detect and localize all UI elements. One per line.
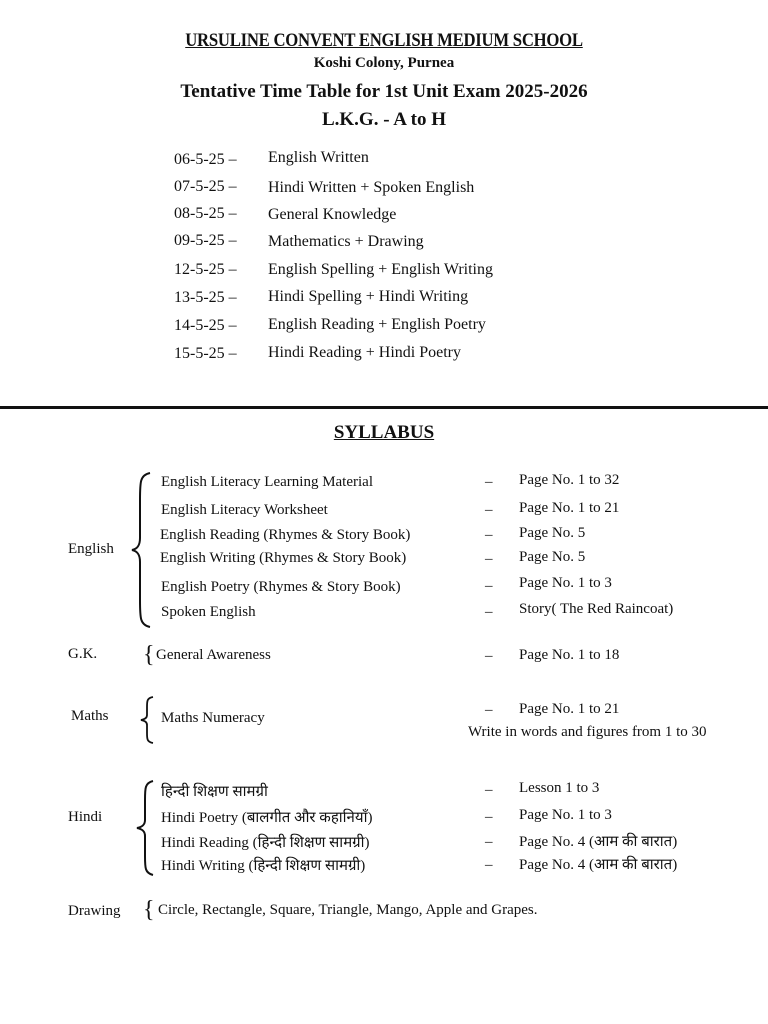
schedule-subject: Hindi Reading + Hindi Poetry — [268, 344, 462, 361]
syllabus-item: Hindi Reading (हिन्दी शिक्षण सामग्री) — [161, 835, 370, 851]
schedule-subject: Hindi Spelling + Hindi Writing — [268, 288, 469, 305]
syllabus-value: Lesson 1 to 3 — [519, 780, 600, 796]
exam-title: Tentative Time Table for 1st Unit Exam 2025-2026 — [180, 81, 588, 102]
syllabus-item: Spoken English — [161, 604, 256, 620]
subject-label: Hindi — [68, 809, 103, 825]
class-label: L.K.G. - A to H — [321, 109, 447, 130]
schedule-subject: English Spelling + English Writing — [268, 261, 493, 278]
subject-label: Maths — [71, 708, 109, 724]
school-name: URSULINE CONVENT ENGLISH MEDIUM SCHOOL — [185, 30, 583, 51]
syllabus-heading: SYLLABUS — [333, 422, 435, 443]
syllabus-value: Page No. 1 to 21 — [519, 500, 620, 516]
schedule-subject: English Reading + English Poetry — [268, 316, 486, 333]
syllabus-item: English Literacy Learning Material — [161, 474, 373, 490]
divider — [0, 406, 768, 409]
dash: – — [485, 857, 493, 873]
schedule-date: 07-5-25 – — [174, 178, 237, 195]
dash: – — [485, 702, 493, 718]
dash: – — [485, 782, 493, 798]
dash: – — [485, 604, 493, 620]
syllabus-value: Page No. 4 (आम की बारात) — [519, 857, 678, 873]
syllabus-item: English Writing (Rhymes & Story Book) — [160, 550, 407, 566]
syllabus-value: Page No. 1 to 21 — [519, 701, 620, 717]
schedule-date: 08-5-25 – — [174, 205, 237, 222]
syllabus-value: Page No. 1 to 3 — [519, 807, 612, 823]
schedule-date: 12-5-25 – — [174, 261, 237, 278]
schedule-subject: English Written — [268, 149, 369, 166]
syllabus-item: English Literacy Worksheet — [161, 502, 328, 518]
syllabus-item: English Poetry (Rhymes & Story Book) — [161, 579, 401, 595]
schedule-subject: Hindi Written + Spoken English — [268, 179, 475, 196]
schedule-date: 15-5-25 – — [174, 345, 237, 362]
syllabus-item: Maths Numeracy — [161, 710, 265, 726]
syllabus-value: Page No. 1 to 32 — [519, 472, 620, 488]
syllabus-value: Page No. 5 — [519, 525, 586, 541]
syllabus-value: Page No. 1 to 3 — [519, 575, 612, 591]
syllabus-value: Story( The Red Raincoat) — [519, 601, 674, 617]
dash: – — [485, 834, 493, 850]
dash: – — [485, 527, 493, 543]
syllabus-item: Hindi Writing (हिन्दी शिक्षण सामग्री) — [161, 858, 366, 874]
maths-note: Write in words and figures from 1 to 30 — [468, 724, 707, 740]
left-brace-icon — [130, 470, 154, 630]
schedule-date: 13-5-25 – — [174, 289, 237, 306]
schedule-date: 06-5-25 – — [174, 151, 237, 168]
left-brace-icon: { — [143, 897, 155, 923]
subject-label: G.K. — [68, 646, 98, 662]
schedule-subject: General Knowledge — [268, 206, 397, 223]
subject-label: Drawing — [68, 903, 121, 919]
syllabus-item: General Awareness — [156, 647, 271, 663]
syllabus-item: हिन्दी शिक्षण सामग्री — [161, 784, 268, 800]
dash: – — [485, 809, 493, 825]
dash: – — [485, 551, 493, 567]
syllabus-item: Hindi Poetry (बालगीत और कहानियाँ) — [161, 810, 373, 826]
syllabus-item: English Reading (Rhymes & Story Book) — [160, 527, 411, 543]
dash: – — [485, 474, 493, 490]
left-brace-icon — [134, 778, 156, 878]
syllabus-value: Page No. 4 (आम की बारात) — [519, 834, 678, 850]
left-brace-icon: { — [143, 642, 155, 668]
dash: – — [485, 502, 493, 518]
left-brace-icon — [139, 695, 157, 745]
schedule-subject: Mathematics + Drawing — [268, 233, 424, 250]
schedule-date: 09-5-25 – — [174, 232, 237, 249]
syllabus-value: Page No. 5 — [519, 549, 586, 565]
school-address: Koshi Colony, Purnea — [313, 55, 455, 71]
schedule-date: 14-5-25 – — [174, 317, 237, 334]
syllabus-value: Page No. 1 to 18 — [519, 647, 620, 663]
dash: – — [485, 648, 493, 664]
dash: – — [485, 578, 493, 594]
subject-label: English — [68, 541, 114, 557]
syllabus-item: Circle, Rectangle, Square, Triangle, Mango, Apple and Grapes. — [158, 902, 538, 918]
